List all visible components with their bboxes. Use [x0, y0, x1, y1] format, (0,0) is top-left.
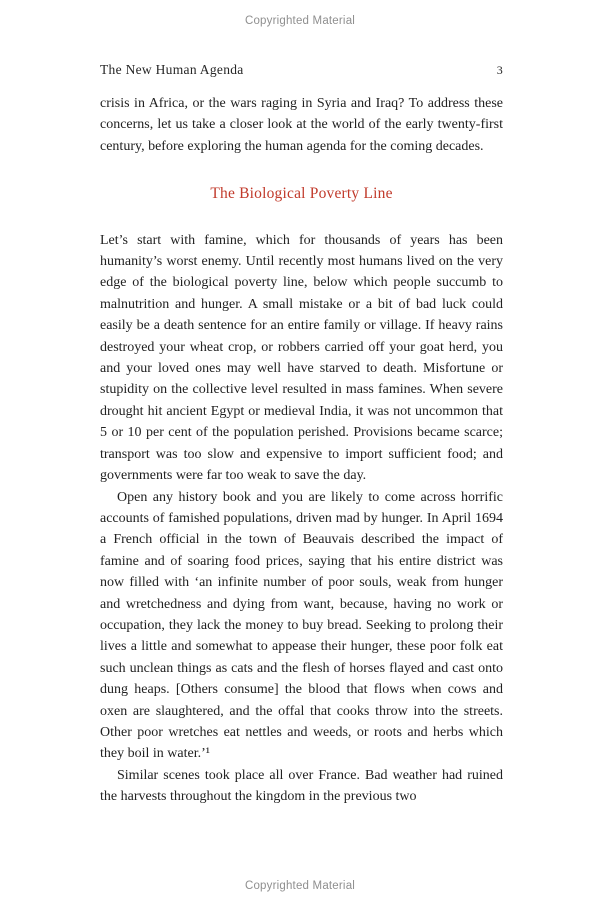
paragraph-3: Open any history book and you are likely to come across horrific accounts of famished populations, driven mad by hunger. In April 1694 a French official in the town of Beauvais described the impact of famine and of soaring food prices, saying that his entire district was now filled with ‘an infinite number of poor souls, weak from hunger and wretchedness and dying from want, because, having no work or occupation, they lack the money to buy bread. Seeking to prolong their lives a little and somewhat to appease their hunger, these poor folk eat such unclean things as cats and the flesh of horses flayed and cast onto dung heaps. [Others consume] the blood that flows when cows and oxen are slaughtered, and the offal that cooks throw into the streets. Other poor wretches eat nettles and weeds, or roots and herbs which they boil in water.’¹ [100, 489, 503, 762]
copyright-notice-top: Copyrighted Material [244, 15, 356, 27]
chapter-title: The New Human Agenda [100, 62, 244, 77]
paragraph-2: Let’s start with famine, which for thousands of years has been humanity’s worst enemy. Until recently most humans lived on the very edge of the biological poverty line, below which people succumb to malnutrition and hunger. A small mistake or a bit of bad luck could easily be a death sentence for an entire family or village. If heavy rains destroyed your wheat crop, or robbers carried off your goat herd, you and your loved ones may well have starved to death. Misfortune or stupidity on the collective level resulted in mass famines. When severe drought hit ancient Egypt or medieval India, it was not uncommon that 5 or 10 per cent of the population perished. Provisions became scarce; transport was too slow and expensive to import sufficient food; and governments were far too weak to save the day. [100, 232, 503, 484]
copyright-notice-bottom: Copyrighted Material [244, 880, 356, 892]
page-body [100, 93, 503, 808]
section-heading: The Biological Poverty Line [210, 185, 393, 203]
paragraph-4: Similar scenes took place all over France. Bad weather had ruined the harvests throughout the kingdom in the previous two [100, 767, 503, 805]
page-number: 3 [496, 63, 503, 77]
paragraph-1: crisis in Africa, or the wars raging in Syria and Iraq? To address these concerns, let us take a closer look at the world of the early twenty-first century, before exploring the human agenda for the coming decades. [100, 96, 503, 154]
running-header [100, 62, 503, 78]
